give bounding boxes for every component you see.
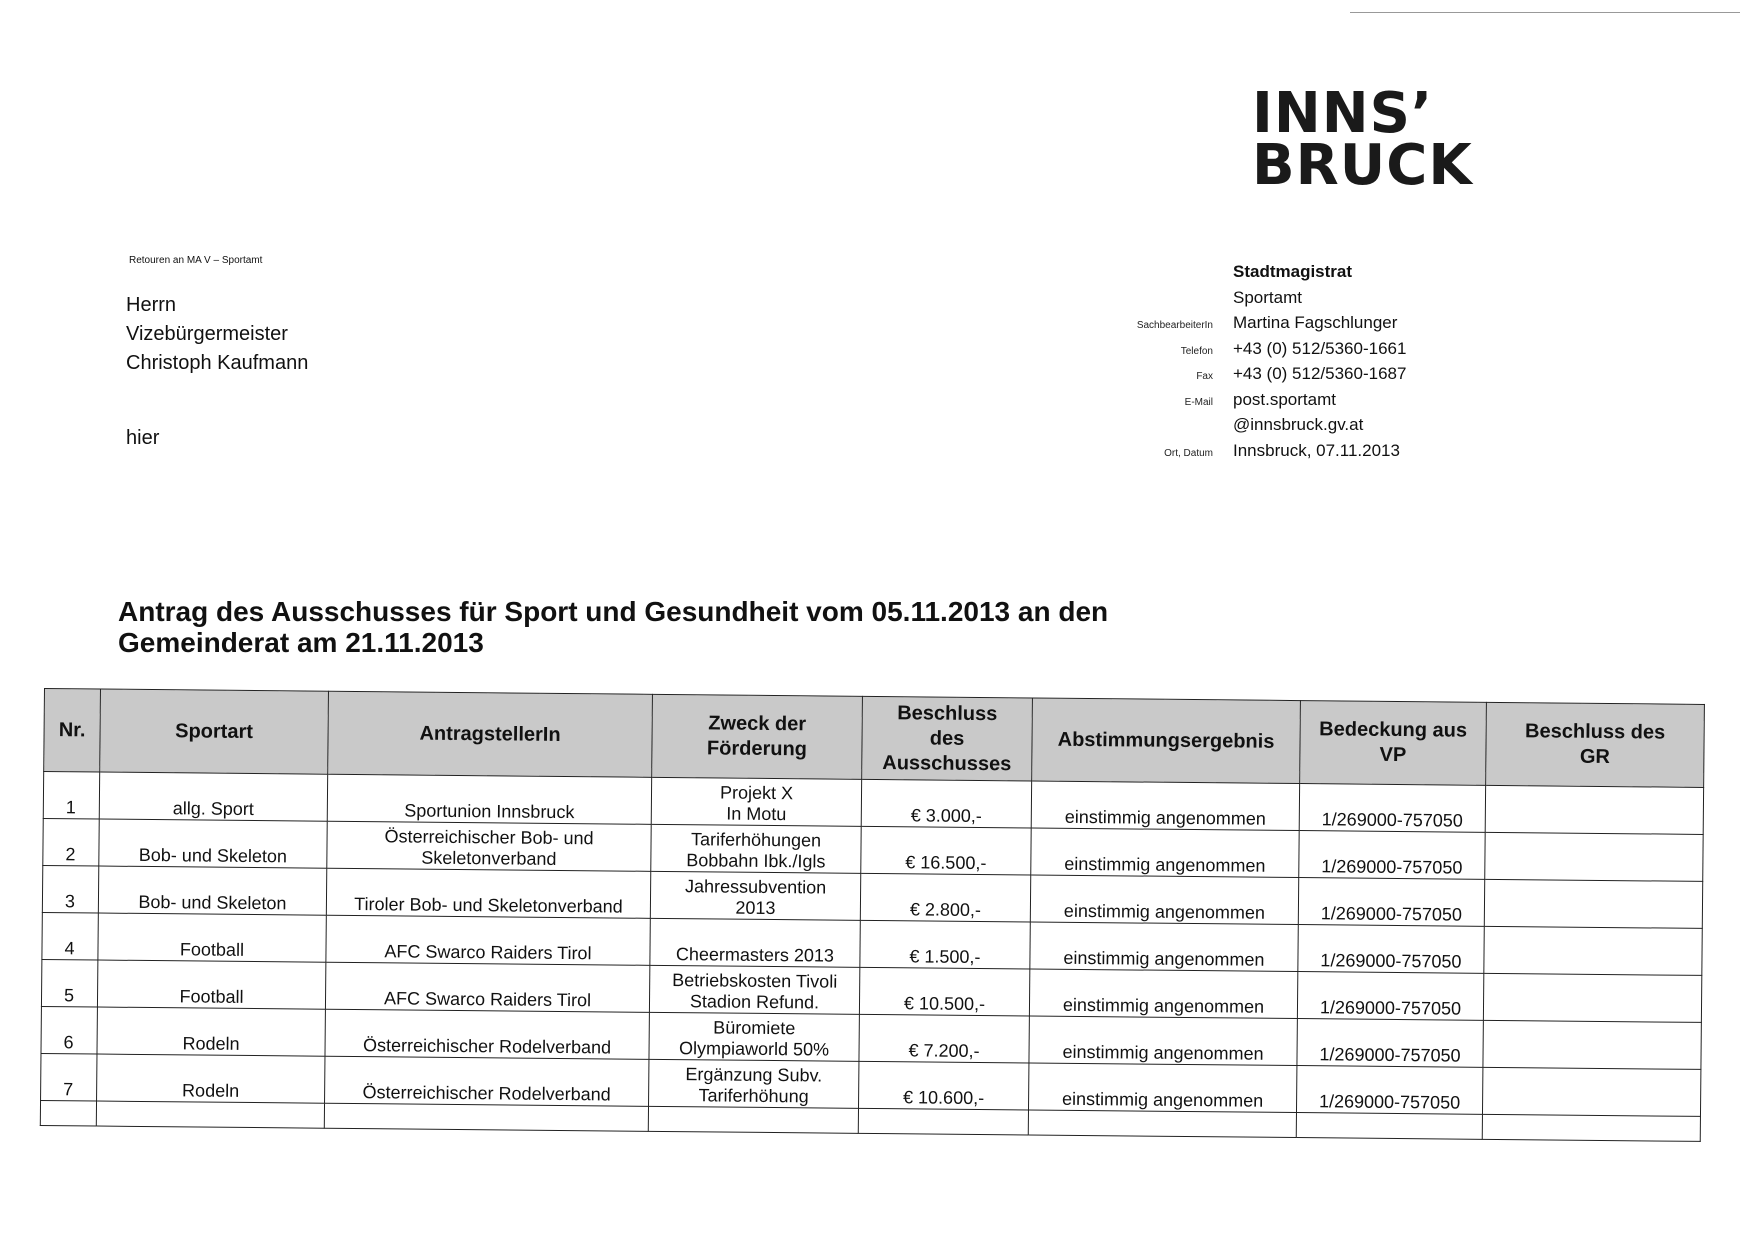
cell-text: € 2.800,-	[909, 899, 982, 921]
cell-text: Football	[179, 939, 245, 960]
cell-text: € 10.600,-	[902, 1087, 985, 1109]
cell-sportart	[98, 913, 326, 962]
sender-office-row	[1100, 262, 1406, 288]
cell-text: einstimmig angenommen	[1064, 853, 1266, 876]
cell-text: Jahressubvention	[684, 876, 827, 898]
cell-text: Bob- und Skeleton	[138, 891, 287, 914]
cell-betrag	[860, 920, 1030, 969]
sender-value: Innsbruck, 07.11.2013	[1233, 440, 1400, 460]
sender-department: Sportamt	[1233, 287, 1302, 307]
cell-zweck	[649, 965, 859, 1014]
cell-text: € 3.000,-	[910, 805, 982, 827]
cell-nr	[41, 1053, 97, 1101]
recipient-line: Herrn	[126, 294, 177, 316]
cell-antragsteller	[325, 1056, 649, 1106]
header-beschluss-ausschuss	[862, 696, 1033, 781]
header-text: Abstimmungsergebnis	[1057, 728, 1275, 753]
cell-bedeckung	[1298, 925, 1484, 974]
cell-text: Football	[179, 986, 244, 1007]
top-edge-line	[1350, 12, 1740, 13]
sender-label: Ort, Datum	[1164, 447, 1213, 459]
cell-text: Österreichischer Rodelverband	[362, 1082, 611, 1105]
cell-text: € 10.500,-	[903, 993, 986, 1015]
cell-bedeckung	[1298, 878, 1484, 927]
cell-text: € 1.500,-	[909, 946, 981, 968]
header-text: Zweck der	[708, 712, 807, 736]
table-header-row	[44, 689, 1705, 788]
header-text: des	[929, 727, 965, 750]
cell-text: 1/269000-757050	[1318, 1091, 1461, 1113]
cell-text: Rodeln	[182, 1033, 240, 1054]
cell-beschluss-gr	[1484, 926, 1702, 975]
cell-bedeckung	[1297, 972, 1483, 1021]
cell-text: 1/269000-757050	[1319, 1044, 1461, 1066]
cell-abstimmung	[1029, 1016, 1297, 1066]
header-beschluss-gr	[1486, 702, 1705, 787]
cell-text: 2013	[735, 897, 776, 919]
header-text: Beschluss des	[1525, 720, 1666, 744]
cell-betrag	[859, 1061, 1029, 1110]
cell-text: Tiroler Bob- und Skeletonverband	[354, 893, 623, 917]
cell-antragsteller	[325, 962, 649, 1012]
innsbruck-logo	[1252, 81, 1473, 198]
cell-empty	[40, 1100, 96, 1126]
cell-text: € 7.200,-	[908, 1040, 980, 1061]
recipient-line: Christoph Kaufmann	[126, 352, 309, 374]
sender-row-email-domain	[1100, 415, 1406, 441]
cell-text: Olympiaworld 50%	[678, 1038, 830, 1060]
cell-text: Sportunion Innsbruck	[404, 800, 575, 823]
cell-text: 6	[63, 1032, 74, 1053]
document-title	[118, 596, 1318, 658]
cell-abstimmung	[1029, 969, 1297, 1019]
cell-text: Rodeln	[182, 1080, 240, 1101]
title-line-1: Antrag des Ausschusses für Sport und Gesundheit vom 05.11.2013 an den	[118, 596, 1109, 627]
cell-sportart	[97, 1007, 325, 1056]
cell-text: 1/269000-757050	[1320, 903, 1463, 925]
cell-zweck	[650, 918, 860, 967]
cell-zweck	[649, 1012, 859, 1061]
sender-row-clerk	[1100, 313, 1406, 339]
cell-text: Österreichischer Bob- und	[384, 826, 594, 849]
cell-text: 1/269000-757050	[1321, 856, 1463, 878]
sender-label: Fax	[1196, 371, 1213, 382]
cell-beschluss-gr	[1483, 1020, 1701, 1069]
sender-value: Martina Fagschlunger	[1233, 313, 1398, 332]
header-antragsteller	[328, 691, 653, 777]
recipient-hier: hier	[126, 427, 160, 449]
cell-empty	[858, 1108, 1028, 1135]
cell-antragsteller	[327, 774, 651, 824]
recipient-line: Vizebürgermeister	[126, 323, 288, 345]
cell-beschluss-gr	[1482, 1067, 1700, 1116]
cell-antragsteller	[326, 868, 650, 918]
cell-bedeckung	[1297, 1019, 1483, 1068]
cell-text: Tariferhöhung	[698, 1085, 809, 1107]
table-body	[40, 772, 1703, 1142]
cell-empty	[648, 1106, 858, 1133]
cell-beschluss-gr	[1485, 832, 1703, 881]
cell-nr	[41, 1006, 97, 1054]
header-text: GR	[1579, 745, 1611, 769]
cell-betrag	[859, 1014, 1029, 1063]
cell-empty	[1296, 1113, 1482, 1140]
cell-bedeckung	[1299, 784, 1485, 833]
cell-text: € 16.500,-	[905, 852, 987, 874]
sender-value: @innsbruck.gv.at	[1233, 415, 1364, 434]
header-text: Nr.	[58, 718, 86, 741]
funding-table-wrapper	[40, 688, 1705, 1142]
cell-text: In Motu	[726, 803, 787, 825]
sender-label: E-Mail	[1184, 396, 1213, 408]
cell-text: Ergänzung Subv.	[685, 1064, 823, 1086]
cell-text: einstimmig angenommen	[1062, 1041, 1264, 1064]
sender-value: +43 (0) 512/5360-1687	[1233, 364, 1407, 383]
cell-nr	[41, 959, 97, 1007]
cell-sportart	[97, 1054, 325, 1103]
return-address-line: Retouren an MA V – Sportamt	[129, 255, 263, 266]
cell-beschluss-gr	[1485, 785, 1703, 834]
sender-value: post.sportamt	[1233, 389, 1336, 409]
header-bedeckung	[1300, 701, 1487, 786]
sender-label: SachbearbeiterIn	[1136, 320, 1213, 331]
cell-text: 1/269000-757050	[1320, 950, 1462, 972]
cell-beschluss-gr	[1483, 973, 1701, 1022]
header-text: Sportart	[175, 719, 254, 743]
cell-abstimmung	[1031, 828, 1299, 878]
cell-antragsteller	[326, 915, 650, 965]
cell-nr	[43, 772, 99, 820]
cell-text: Projekt X	[719, 782, 794, 804]
header-nr	[44, 689, 101, 773]
header-text: Förderung	[706, 737, 808, 761]
cell-text: 3	[64, 891, 76, 912]
funding-table	[40, 688, 1705, 1142]
sender-row-phone	[1100, 339, 1406, 365]
sender-department-row	[1100, 288, 1406, 314]
cell-text: AFC Swarco Raiders Tirol	[384, 941, 592, 964]
title-line-2: Gemeinderat am 21.11.2013	[118, 627, 484, 658]
cell-text: Stadion Refund.	[689, 991, 820, 1013]
header-text: AntragstellerIn	[419, 722, 561, 746]
cell-zweck	[649, 1059, 859, 1108]
cell-text: 1/269000-757050	[1321, 809, 1463, 831]
cell-zweck	[651, 824, 861, 873]
cell-text: 4	[64, 938, 75, 959]
cell-nr	[42, 912, 98, 960]
cell-text: Cheermasters 2013	[675, 944, 835, 966]
sender-value: +43 (0) 512/5360-1661	[1233, 338, 1407, 358]
cell-text: einstimmig angenommen	[1061, 1088, 1264, 1111]
cell-sportart	[98, 866, 326, 915]
cell-text: 2	[65, 844, 76, 865]
cell-zweck	[650, 871, 860, 920]
sender-row-fax	[1100, 364, 1406, 390]
cell-sportart	[97, 960, 325, 1009]
cell-text: einstimmig angenommen	[1064, 806, 1266, 829]
cell-beschluss-gr	[1484, 879, 1702, 928]
cell-empty	[324, 1103, 648, 1131]
header-sportart	[100, 689, 329, 774]
sender-row-place-date	[1100, 441, 1406, 467]
cell-bedeckung	[1299, 831, 1485, 880]
cell-antragsteller	[327, 821, 651, 871]
sender-block	[1100, 262, 1406, 466]
cell-text: AFC Swarco Raiders Tirol	[383, 988, 592, 1011]
cell-text: 1/269000-757050	[1319, 997, 1462, 1019]
cell-text: Bobbahn Ibk./Igls	[686, 850, 826, 872]
cell-betrag	[861, 826, 1031, 875]
cell-text: Bob- und Skeleton	[138, 844, 288, 867]
cell-abstimmung	[1030, 875, 1298, 925]
header-abstimmung	[1032, 698, 1301, 784]
recipient-address	[126, 291, 308, 453]
cell-sportart	[99, 819, 327, 868]
cell-nr	[43, 818, 99, 866]
sender-row-email	[1100, 390, 1406, 416]
cell-betrag	[861, 779, 1031, 828]
cell-nr	[42, 865, 98, 913]
cell-betrag	[860, 873, 1030, 922]
sender-office: Stadtmagistrat	[1233, 262, 1353, 281]
cell-text: einstimmig angenommen	[1063, 947, 1265, 970]
logo-line-2: BRUCK	[1252, 133, 1473, 198]
cell-abstimmung	[1028, 1063, 1296, 1113]
header-text: Ausschusses	[882, 751, 1012, 775]
cell-text: Österreichischer Rodelverband	[362, 1035, 612, 1058]
cell-empty	[96, 1101, 324, 1128]
cell-betrag	[859, 967, 1029, 1016]
cell-text: 5	[63, 985, 75, 1006]
header-text: Beschluss	[897, 701, 998, 725]
cell-bedeckung	[1296, 1066, 1482, 1115]
header-text: VP	[1379, 743, 1407, 767]
cell-antragsteller	[325, 1009, 649, 1059]
cell-text: Büromiete	[713, 1017, 796, 1039]
cell-empty	[1028, 1110, 1296, 1138]
cell-text: Tariferhöhungen	[690, 829, 822, 851]
header-zweck	[652, 694, 863, 779]
cell-text: Betriebskosten Tivoli	[672, 970, 838, 992]
cell-text: 7	[63, 1079, 74, 1100]
cell-text: Skeletonverband	[421, 847, 557, 869]
cell-text: einstimmig angenommen	[1063, 900, 1266, 923]
cell-text: 1	[65, 797, 76, 818]
logo-line-1: INNS’	[1252, 81, 1434, 146]
cell-abstimmung	[1031, 781, 1299, 831]
sender-label: Telefon	[1180, 345, 1213, 357]
header-text: Bedeckung aus	[1319, 718, 1468, 742]
cell-empty	[1482, 1114, 1700, 1141]
cell-text: allg. Sport	[172, 798, 254, 820]
cell-text: einstimmig angenommen	[1062, 994, 1265, 1017]
cell-sportart	[99, 772, 327, 821]
cell-zweck	[651, 777, 861, 826]
cell-abstimmung	[1030, 922, 1298, 972]
